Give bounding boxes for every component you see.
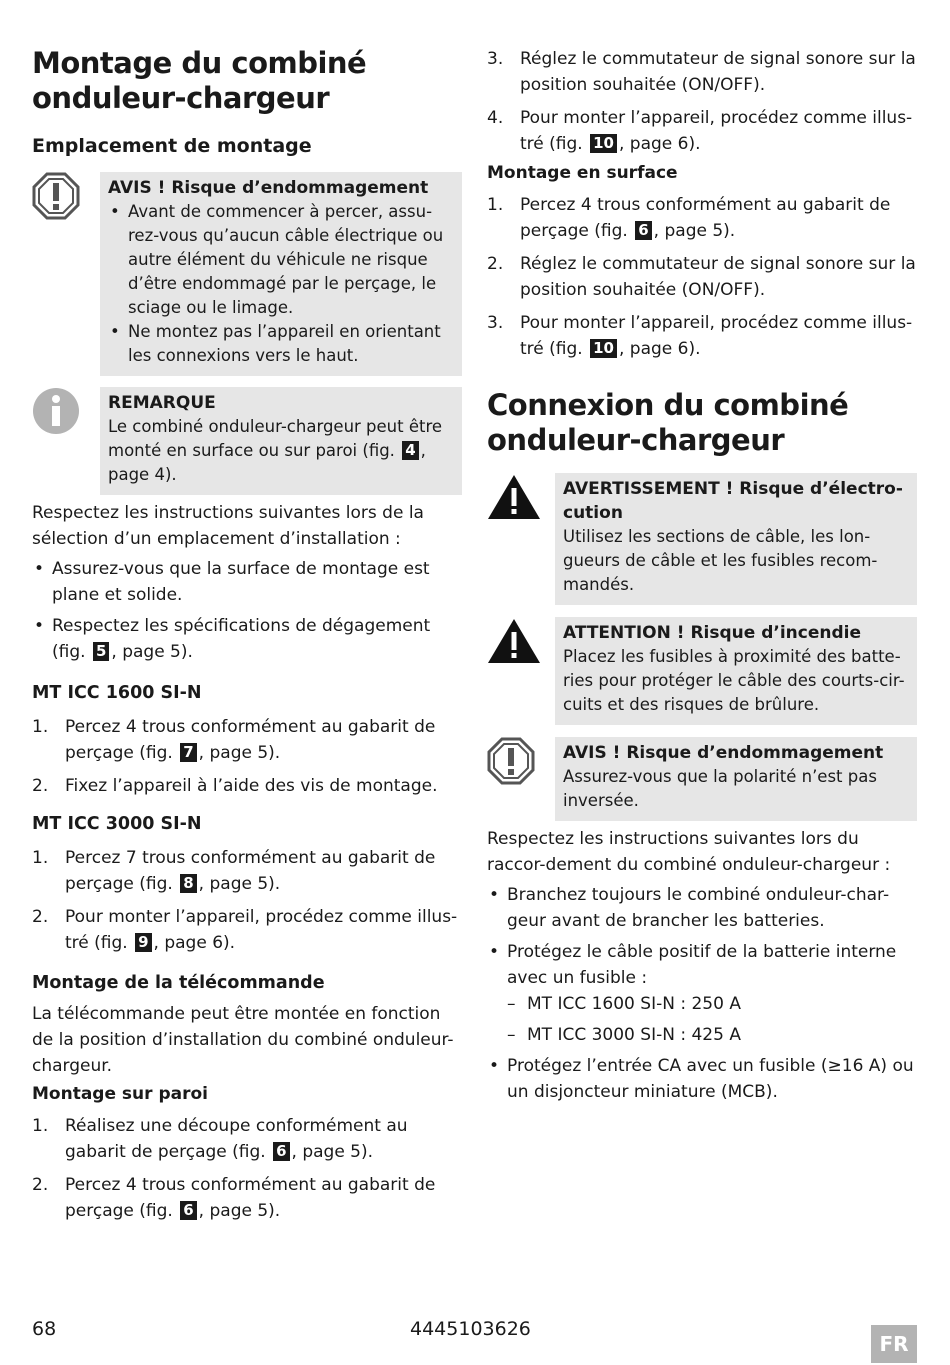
notice-title: AVIS ! Risque d’endommagement <box>108 178 429 198</box>
notice-damage-risk <box>32 172 462 376</box>
figure-ref: 10 <box>590 339 617 358</box>
right-body-top <box>487 46 917 369</box>
section-title-connexion: Connexion du combiné onduleur-chargeur <box>487 388 849 457</box>
warning-electrocution <box>487 473 917 605</box>
figure-ref: 10 <box>590 134 617 153</box>
step-item: 1. Réalisez une découpe conformément au gabarit de perçage (fig. 6 , page 5). <box>32 1116 408 1162</box>
step-item: 1. Percez 4 trous conformément au gabarit de perçage (fig. 7 , page 5). <box>32 717 436 763</box>
figure-ref: 4 <box>402 441 418 460</box>
fuse-spec-item: – MT ICC 3000 SI-N : 425 A <box>507 1022 917 1048</box>
warning-text: Utilisez les sections de câble, les lon-gueurs de câble et les fusibles recom-mandés. <box>563 527 878 594</box>
step-item: 2. Pour monter l’appareil, procédez comme illus-tré (fig. 9 , page 6). <box>32 907 458 953</box>
remote-text: La télécommande peut être montée en fonction de la position d’installation du combiné onduleur-chargeur. <box>32 1004 454 1076</box>
language-tab: FR <box>871 1325 917 1363</box>
warning-box <box>555 473 917 605</box>
connection-intro: Respectez les instructions suivantes lors du raccor-dement du combiné onduleur-chargeur : <box>487 829 891 875</box>
figure-ref: 6 <box>635 221 651 240</box>
step-item: 4. Pour monter l’appareil, procédez comme illus-tré (fig. 10 , page 6). <box>487 108 913 154</box>
figure-ref: 6 <box>273 1142 289 1161</box>
figure-ref: 5 <box>93 642 109 661</box>
exclamation-octagon-icon <box>32 172 100 376</box>
caution-fire <box>487 617 917 725</box>
heading-mt-icc-3000: MT ICC 3000 SI-N <box>32 814 202 834</box>
caution-text: Placez les fusibles à proximité des batte-ries pour protéger le câble des courts-cir-cuits et des risques de brûlure. <box>563 647 905 714</box>
list-item: • Assurez-vous que la surface de montage est plane et solide. <box>32 556 462 608</box>
list-item: • Protégez le câble positif de la batterie interne avec un fusible : – MT ICC 1600 SI-N : 250 A – MT ICC 3000 SI-N : 425 A <box>487 939 917 1048</box>
step-item: 2. Réglez le commutateur de signal sonore sur la position souhaitée (ON/OFF). <box>487 254 916 300</box>
figure-ref: 9 <box>135 933 151 952</box>
heading-remote-mount: Montage de la télécommande <box>32 973 325 993</box>
info-circle-icon <box>32 387 100 495</box>
notice-item: • Avant de commencer à percer, assu-rez-vous qu’aucun câble électrique ou autre élément du véhicule ne risque d’être endommagé par le perçage, le sciage ou le limage. <box>108 200 454 320</box>
figure-ref: 8 <box>180 874 196 893</box>
figure-ref: 6 <box>180 1201 196 1220</box>
intro-text: Respectez les instructions suivantes lors de la sélection d’un emplacement d’installation : <box>32 503 424 549</box>
section-title-montage: Montage du combiné onduleur-chargeur <box>32 46 367 115</box>
caution-box <box>555 617 917 725</box>
warning-triangle-icon <box>487 473 555 605</box>
step-item: 2. Percez 4 trous conformément au gabarit de perçage (fig. 6 , page 5). <box>32 1175 436 1221</box>
remark-title: REMARQUE <box>108 393 216 413</box>
list-item: • Protégez l’entrée CA avec un fusible (≥16 A) ou un disjoncteur miniature (MCB). <box>487 1053 917 1105</box>
caution-title: ATTENTION ! Risque d’incendie <box>563 623 861 643</box>
warning-triangle-icon <box>487 617 555 725</box>
exclamation-octagon-icon <box>487 737 555 821</box>
surface-mount-title: Montage en surface <box>487 163 678 183</box>
list-item: • Respectez les spécifications de dégagement (fig. 5 , page 5). <box>32 613 462 665</box>
notice-item: • Ne montez pas l’appareil en orientant les connexions vers le haut. <box>108 320 454 368</box>
left-body <box>32 500 462 1231</box>
notice-polarity <box>487 737 917 821</box>
wall-mount-title: Montage sur paroi <box>32 1084 208 1104</box>
document-code: 4445103626 <box>410 1318 531 1340</box>
remark-text: Le combiné onduleur-chargeur peut être monté en surface ou sur paroi (fig. 4 , page 4). <box>108 417 443 484</box>
right-body-bottom <box>487 826 917 1110</box>
step-item: 3. Pour monter l’appareil, procédez comme illus-tré (fig. 10 , page 6). <box>487 313 913 359</box>
heading-emplacement: Emplacement de montage <box>32 135 312 157</box>
remark-note <box>32 387 462 495</box>
notice-title: AVIS ! Risque d’endommagement <box>563 743 884 763</box>
notice-box <box>100 172 462 376</box>
remark-box <box>100 387 462 495</box>
list-item: • Branchez toujours le combiné onduleur-char-geur avant de brancher les batteries. <box>487 882 917 934</box>
step-item: 1. Percez 7 trous conformément au gabarit de perçage (fig. 8 , page 5). <box>32 848 436 894</box>
notice-box <box>555 737 917 821</box>
fuse-spec-item: – MT ICC 1600 SI-N : 250 A <box>507 991 917 1017</box>
page-number: 68 <box>32 1318 57 1340</box>
step-item: 1. Percez 4 trous conformément au gabarit de perçage (fig. 6 , page 5). <box>487 195 891 241</box>
step-item: 2. Fixez l’appareil à l’aide des vis de montage. <box>32 776 438 796</box>
figure-ref: 7 <box>180 743 196 762</box>
notice-text: Assurez-vous que la polarité n’est pas inversée. <box>563 767 877 810</box>
warning-title: AVERTISSEMENT ! Risque d’électro-cution <box>563 479 903 523</box>
step-item: 3. Réglez le commutateur de signal sonore sur la position souhaitée (ON/OFF). <box>487 49 916 95</box>
heading-mt-icc-1600: MT ICC 1600 SI-N <box>32 683 202 703</box>
